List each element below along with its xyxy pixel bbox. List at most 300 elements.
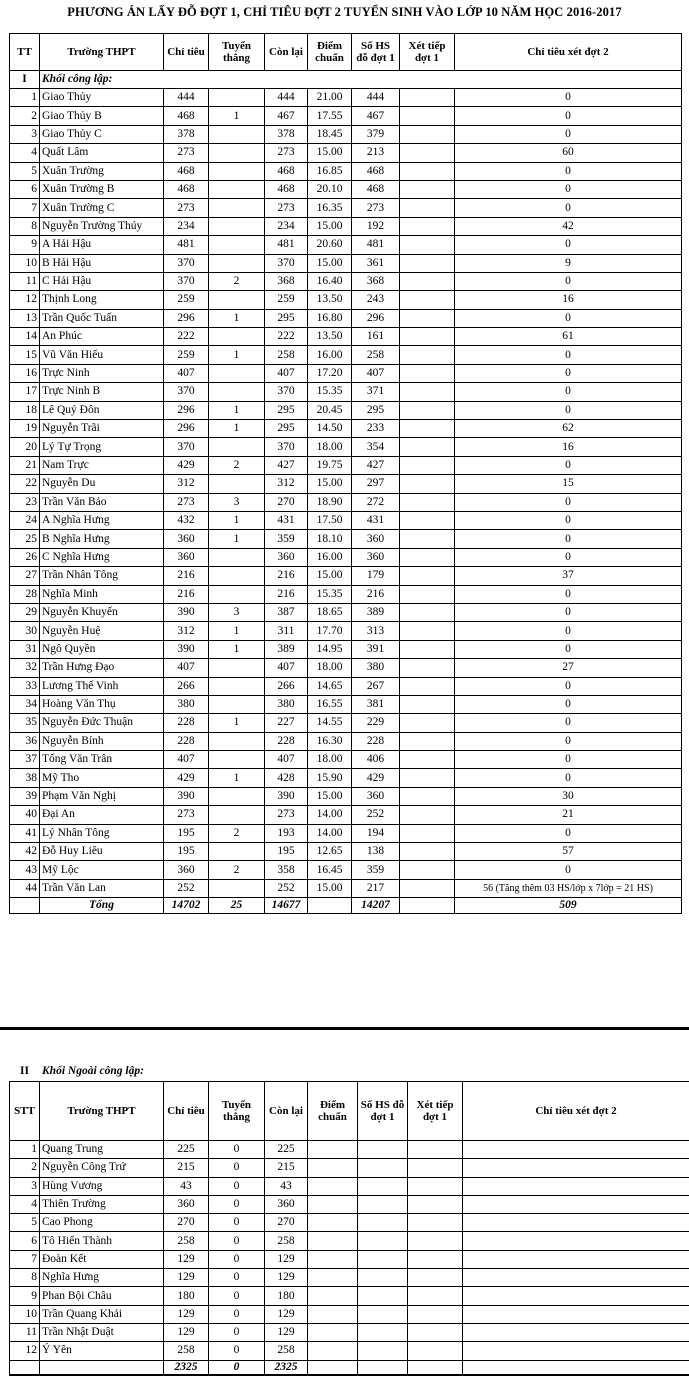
table-cell: 0 (455, 493, 682, 511)
table-cell: 15.00 (308, 787, 352, 805)
table-cell: 270 (164, 1214, 209, 1232)
table-cell (209, 732, 265, 750)
table-cell: 243 (352, 291, 400, 309)
table-row (10, 1141, 689, 1159)
table-cell: 270 (265, 1214, 308, 1232)
table-row (10, 254, 682, 272)
table-cell (209, 475, 265, 493)
table-cell: 0 (455, 769, 682, 787)
total-cell: 2325 (265, 1360, 308, 1375)
table-cell: 14 (10, 328, 40, 346)
table-cell: 0 (455, 677, 682, 695)
table-cell (408, 1287, 463, 1305)
table-cell: 15 (455, 475, 682, 493)
total-cell: 14207 (352, 898, 400, 914)
table-cell: 252 (352, 806, 400, 824)
table-cell: 225 (164, 1141, 209, 1159)
table-cell: 228 (265, 732, 308, 750)
table-row (10, 236, 682, 254)
table-cell (308, 1232, 358, 1250)
table-cell (358, 1305, 408, 1323)
table-cell (400, 879, 455, 897)
table-cell: 2 (10, 107, 40, 125)
table-cell: 228 (164, 732, 209, 750)
table-cell: 10 (10, 1305, 40, 1323)
table-row (10, 530, 682, 548)
table-cell (308, 1250, 358, 1268)
table-cell: 0 (209, 1232, 265, 1250)
table-cell: 14.65 (308, 677, 352, 695)
table-cell: Trần Văn Bảo (40, 493, 164, 511)
table-cell (400, 861, 455, 879)
table-cell: 0 (455, 640, 682, 658)
table-cell: 0 (455, 236, 682, 254)
table-cell: 7 (10, 199, 40, 217)
table-cell (358, 1323, 408, 1341)
table-cell: 14.00 (308, 806, 352, 824)
table-cell (358, 1214, 408, 1232)
header-cell: Chỉ tiêu xét đợt 2 (455, 34, 682, 71)
table-cell: 13 (10, 309, 40, 327)
table-cell: 4 (10, 144, 40, 162)
table-cell: 1 (10, 89, 40, 107)
table-cell (408, 1177, 463, 1195)
table-cell: 1 (209, 107, 265, 125)
table-cell: 368 (265, 272, 308, 290)
table-cell: 444 (265, 89, 308, 107)
table-cell: 407 (164, 364, 209, 382)
table-cell (400, 328, 455, 346)
table-cell: Hùng Vương (40, 1177, 164, 1195)
table-cell: 370 (265, 438, 308, 456)
table-cell: Tô Hiến Thành (40, 1232, 164, 1250)
table-cell: 296 (352, 309, 400, 327)
table-cell: 1 (209, 714, 265, 732)
table-cell (400, 714, 455, 732)
table-cell (408, 1141, 463, 1159)
table-cell: 7 (10, 1250, 40, 1268)
table-row (10, 714, 682, 732)
total-cell (463, 1360, 689, 1375)
table-cell: 228 (352, 732, 400, 750)
table-row (10, 824, 682, 842)
table-cell: 0 (209, 1269, 265, 1287)
table-cell: 370 (164, 438, 209, 456)
table-cell: 407 (265, 751, 308, 769)
table-cell: 0 (455, 695, 682, 713)
table-cell: Trần Quang Khải (40, 1305, 164, 1323)
table-cell: 43 (10, 861, 40, 879)
table-cell (400, 567, 455, 585)
table-cell (408, 1232, 463, 1250)
table-cell: 407 (265, 364, 308, 382)
header-cell: Tuyển thẳng (209, 1082, 265, 1141)
table-cell (308, 1159, 358, 1177)
table-row (10, 1250, 689, 1268)
table-cell: 16.45 (308, 861, 352, 879)
table-cell: 34 (10, 695, 40, 713)
table-cell: 0 (455, 383, 682, 401)
table-cell: B Hải Hậu (40, 254, 164, 272)
table-cell: 13.50 (308, 328, 352, 346)
table-cell: Lê Quý Đôn (40, 401, 164, 419)
table-row (10, 364, 682, 382)
table-cell (400, 475, 455, 493)
table-cell: 266 (265, 677, 308, 695)
table-cell: 61 (455, 328, 682, 346)
table-cell (209, 125, 265, 143)
table-cell: 360 (352, 530, 400, 548)
table-cell: 38 (10, 769, 40, 787)
table-cell: 258 (164, 1342, 209, 1360)
table-cell: 273 (164, 144, 209, 162)
table-cell: 18.00 (308, 659, 352, 677)
table-cell (209, 585, 265, 603)
table-cell: 37 (10, 751, 40, 769)
table-cell: 13.50 (308, 291, 352, 309)
table-cell: 27 (455, 659, 682, 677)
table-cell: Nghĩa Minh (40, 585, 164, 603)
table-cell (400, 291, 455, 309)
table-row (10, 438, 682, 456)
table-cell: Giao Thủy B (40, 107, 164, 125)
table-cell: 22 (10, 475, 40, 493)
table-cell: Giao Thủy C (40, 125, 164, 143)
table-row (10, 585, 682, 603)
document-title: PHƯƠNG ÁN LẤY ĐỖ ĐỢT 1, CHỈ TIÊU ĐỢT 2 TUYỂN SINH VÀO LỚP 10 NĂM HỌC 2016-2017 (67, 5, 622, 19)
table-cell: 20.10 (308, 180, 352, 198)
table-cell: 57 (455, 843, 682, 861)
table-cell: 21 (455, 806, 682, 824)
table-cell: 26 (10, 548, 40, 566)
table-cell: 30 (10, 622, 40, 640)
table-cell (400, 217, 455, 235)
table-cell: 19.75 (308, 456, 352, 474)
table-cell (209, 438, 265, 456)
table-row (10, 695, 682, 713)
table-cell: 0 (209, 1177, 265, 1195)
table-cell: 1 (10, 1141, 40, 1159)
table-cell: 354 (352, 438, 400, 456)
table-cell: 16 (455, 438, 682, 456)
table-cell: 21.00 (308, 89, 352, 107)
table-cell: 161 (352, 328, 400, 346)
table-cell (463, 1214, 689, 1232)
table-cell: 2 (10, 1159, 40, 1177)
header-cell: Trường THPT (40, 34, 164, 71)
table-cell: Nguyễn Trường Thúy (40, 217, 164, 235)
table-cell: 129 (164, 1269, 209, 1287)
table-cell: Nguyễn Khuyến (40, 603, 164, 621)
table-cell: 17.55 (308, 107, 352, 125)
table-cell: Nam Trực (40, 456, 164, 474)
table-cell: Ý Yên (40, 1342, 164, 1360)
table-cell: 15.00 (308, 475, 352, 493)
table-cell (400, 456, 455, 474)
table-cell (400, 677, 455, 695)
section-number: II (20, 1065, 29, 1077)
table-row (10, 1159, 689, 1177)
table-cell: 360 (265, 548, 308, 566)
table-cell (209, 254, 265, 272)
total-cell: 509 (455, 898, 682, 914)
table-cell: 0 (455, 346, 682, 364)
table-row (10, 843, 682, 861)
table-cell: 129 (164, 1250, 209, 1268)
table-cell (209, 291, 265, 309)
table-cell (209, 751, 265, 769)
table-cell: 1 (209, 530, 265, 548)
table-cell (400, 401, 455, 419)
table-cell: 234 (164, 217, 209, 235)
table-row (10, 180, 682, 198)
total-spacer (10, 898, 40, 914)
table-cell (209, 567, 265, 585)
table-cell: C Hải Hậu (40, 272, 164, 290)
table-cell: 270 (265, 493, 308, 511)
table-cell: Phan Bội Châu (40, 1287, 164, 1305)
table-cell: 0 (209, 1250, 265, 1268)
table-cell: 41 (10, 824, 40, 842)
header-cell: Tuyển thẳng (209, 34, 265, 71)
table-cell: Trần Nhật Duật (40, 1323, 164, 1341)
table-row (10, 162, 682, 180)
table-cell: 14.95 (308, 640, 352, 658)
table-cell: 295 (265, 420, 308, 438)
table-cell: 258 (352, 346, 400, 364)
table-row (10, 1177, 689, 1195)
header-cell: Còn lại (265, 34, 308, 71)
section-row (10, 71, 682, 89)
table-row (10, 346, 682, 364)
table-cell: 19 (10, 420, 40, 438)
table-cell: 11 (10, 1323, 40, 1341)
table-cell: Trần Văn Lan (40, 879, 164, 897)
table-cell: 215 (265, 1159, 308, 1177)
header-cell: Số HS đỗ đợt 1 (358, 1082, 408, 1141)
table-cell: 371 (352, 383, 400, 401)
table-cell: 379 (352, 125, 400, 143)
table-cell: 468 (164, 162, 209, 180)
total-cell (308, 1360, 358, 1375)
table-cell: 0 (455, 824, 682, 842)
table-cell (209, 548, 265, 566)
table-cell: 17.50 (308, 511, 352, 529)
table-cell (209, 328, 265, 346)
table-cell: 389 (265, 640, 308, 658)
total-cell: 14702 (164, 898, 209, 914)
table-cell: 233 (352, 420, 400, 438)
table-cell (209, 879, 265, 897)
table-row (10, 493, 682, 511)
table-cell (400, 622, 455, 640)
table-cell: 15.00 (308, 567, 352, 585)
table-cell: Lý Nhân Tông (40, 824, 164, 842)
table-cell: 380 (265, 695, 308, 713)
table-cell: 311 (265, 622, 308, 640)
table-cell: 129 (265, 1323, 308, 1341)
table-cell: 21 (10, 456, 40, 474)
table-cell: 0 (455, 180, 682, 198)
table-cell: 370 (164, 254, 209, 272)
table-row (10, 622, 682, 640)
table-cell: 62 (455, 420, 682, 438)
table-cell: 56 (Tăng thêm 03 HS/lớp x 7lớp = 21 HS) (455, 879, 682, 897)
table-cell: 18.45 (308, 125, 352, 143)
table-cell (400, 438, 455, 456)
table-row (10, 309, 682, 327)
table-cell: 444 (352, 89, 400, 107)
table-cell: 359 (265, 530, 308, 548)
table-row (10, 1287, 689, 1305)
table-cell: 0 (455, 751, 682, 769)
table-cell: 0 (455, 162, 682, 180)
table-row (10, 659, 682, 677)
table-cell: 467 (265, 107, 308, 125)
table-row (10, 806, 682, 824)
table-header-row (10, 34, 682, 71)
table-row (10, 603, 682, 621)
table-row (10, 401, 682, 419)
table-row (10, 475, 682, 493)
header-cell: Xét tiếp đợt 1 (408, 1082, 463, 1141)
table-cell: 14.50 (308, 420, 352, 438)
table-cell: 179 (352, 567, 400, 585)
table-cell: 0 (209, 1141, 265, 1159)
table-cell: 16 (455, 291, 682, 309)
table-cell (400, 806, 455, 824)
table-cell: 217 (352, 879, 400, 897)
table-cell: Tống Văn Trân (40, 751, 164, 769)
table-cell (400, 309, 455, 327)
table-cell: 9 (10, 236, 40, 254)
table-cell: 428 (265, 769, 308, 787)
table-cell: 468 (164, 107, 209, 125)
table-cell: 33 (10, 677, 40, 695)
table-cell: 16.00 (308, 346, 352, 364)
table-row (10, 328, 682, 346)
table-cell: 468 (265, 162, 308, 180)
table-cell: 229 (352, 714, 400, 732)
table-cell (358, 1269, 408, 1287)
table-cell: 296 (164, 309, 209, 327)
table-cell: 390 (164, 640, 209, 658)
table-cell: 16.30 (308, 732, 352, 750)
table-row (10, 769, 682, 787)
total-cell (40, 1360, 164, 1375)
table-cell (400, 420, 455, 438)
table-cell: 16 (10, 364, 40, 382)
table-cell: 0 (209, 1287, 265, 1305)
table-cell: 370 (265, 383, 308, 401)
table-cell: Vũ Văn Hiếu (40, 346, 164, 364)
table-cell: 0 (455, 364, 682, 382)
table-cell: Trực Ninh B (40, 383, 164, 401)
table-cell (408, 1195, 463, 1213)
table-cell (209, 180, 265, 198)
table-cell: 370 (164, 272, 209, 290)
total-row (10, 1360, 689, 1375)
table-cell: 258 (265, 346, 308, 364)
table-cell (308, 1177, 358, 1195)
table-cell: 3 (10, 1177, 40, 1195)
table-cell (209, 364, 265, 382)
table-cell: 129 (164, 1323, 209, 1341)
table-cell: 18.00 (308, 751, 352, 769)
table-cell: 222 (164, 328, 209, 346)
table-cell (400, 236, 455, 254)
table-cell (358, 1141, 408, 1159)
table-cell (400, 493, 455, 511)
table-cell: A Nghĩa Hưng (40, 511, 164, 529)
table-cell: Quất Lâm (40, 144, 164, 162)
public-schools-table (9, 33, 682, 914)
table-cell: 0 (455, 401, 682, 419)
table-cell: 295 (352, 401, 400, 419)
table-cell: 407 (352, 364, 400, 382)
table-cell: 8 (10, 217, 40, 235)
table-cell: 3 (209, 493, 265, 511)
table-cell: Hoàng Văn Thụ (40, 695, 164, 713)
table-cell (209, 162, 265, 180)
table-cell: 273 (265, 806, 308, 824)
table-cell: 39 (10, 787, 40, 805)
table-cell (463, 1342, 689, 1360)
table-cell (209, 695, 265, 713)
table-cell (400, 199, 455, 217)
table-cell: 1 (209, 346, 265, 364)
table-cell: 6 (10, 1232, 40, 1250)
table-cell: Nguyễn Trãi (40, 420, 164, 438)
table-cell: 1 (209, 401, 265, 419)
table-cell (209, 89, 265, 107)
table-cell: 258 (164, 1232, 209, 1250)
table-row (10, 383, 682, 401)
page-divider (0, 1027, 689, 1030)
table-cell (209, 144, 265, 162)
table-cell: 14.55 (308, 714, 352, 732)
table-cell: Mỹ Tho (40, 769, 164, 787)
table-cell (400, 364, 455, 382)
table-cell: 4 (10, 1195, 40, 1213)
header-cell: Số HS đỗ đợt 1 (352, 34, 400, 71)
table-cell: 129 (164, 1305, 209, 1323)
table-cell: 407 (265, 659, 308, 677)
table-cell: 0 (209, 1323, 265, 1341)
table-cell: 225 (265, 1141, 308, 1159)
total-cell (358, 1360, 408, 1375)
table-cell: 16.00 (308, 548, 352, 566)
table-cell: 296 (164, 420, 209, 438)
table-row (10, 199, 682, 217)
table-cell: 15.00 (308, 144, 352, 162)
table-cell: 16.80 (308, 309, 352, 327)
table-cell: 234 (265, 217, 308, 235)
table-cell: 360 (164, 1195, 209, 1213)
table-row (10, 1269, 689, 1287)
table-cell (400, 144, 455, 162)
table-cell (400, 751, 455, 769)
table-cell: 17.20 (308, 364, 352, 382)
table-cell: 387 (265, 603, 308, 621)
table-cell: 378 (164, 125, 209, 143)
table-cell: 28 (10, 585, 40, 603)
table-cell: 378 (265, 125, 308, 143)
table-cell: Xuân Trường C (40, 199, 164, 217)
table-cell (400, 162, 455, 180)
table-cell (358, 1250, 408, 1268)
table-cell: 296 (164, 401, 209, 419)
